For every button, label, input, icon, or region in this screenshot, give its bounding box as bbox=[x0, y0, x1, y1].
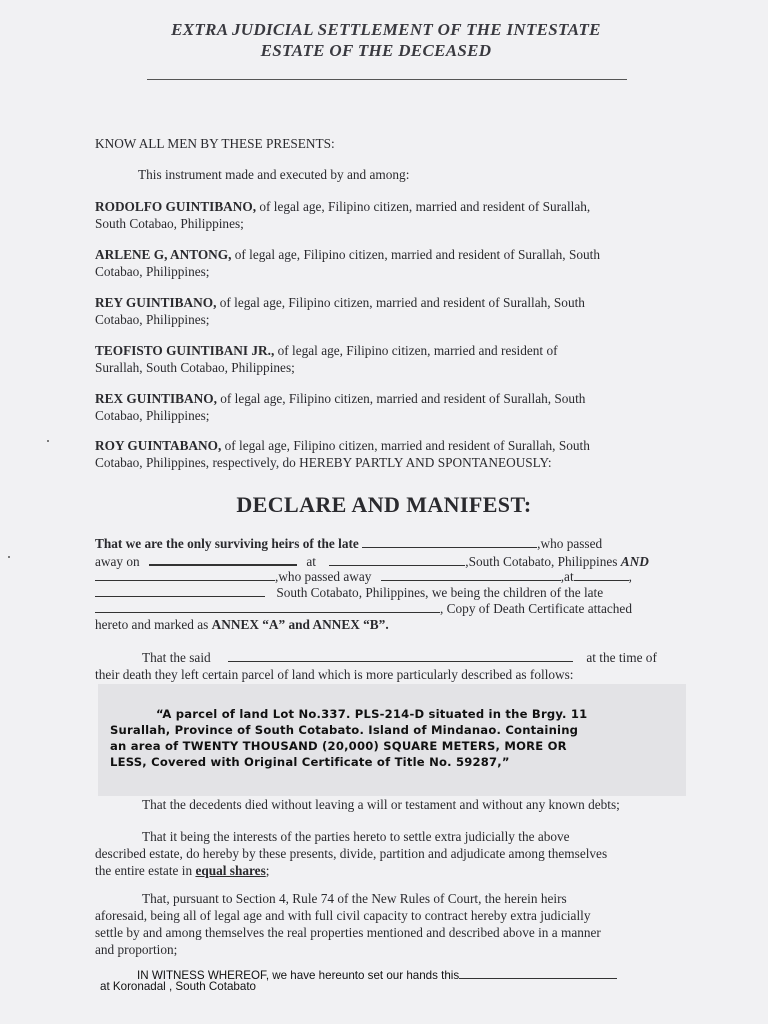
blank-said-name[interactable] bbox=[228, 649, 573, 662]
scan-speck bbox=[8, 556, 10, 558]
declare-text: AND bbox=[620, 554, 649, 569]
witness-text: IN WITNESS WHEREOF, we have hereunto set our hands this bbox=[137, 969, 460, 982]
pursuant-line: That, pursuant to Section 4, Rule 74 of the New Rules of Court, the herein heirs bbox=[142, 891, 567, 906]
blank-deceased-name[interactable] bbox=[362, 535, 537, 548]
declare-line-5 bbox=[95, 600, 685, 617]
pursuant-line: settle by and among themselves the real properties mentioned and described above in a manner bbox=[95, 925, 601, 940]
document-title-line-1: EXTRA JUDICIAL SETTLEMENT OF THE INTESTATE bbox=[171, 20, 601, 39]
declare-text: . bbox=[385, 617, 389, 632]
declare-text: hereto and marked as bbox=[95, 617, 209, 632]
party-text: of legal age, Filipino citizen, married and resident of bbox=[274, 343, 558, 358]
declare-line-6 bbox=[95, 616, 685, 633]
declare-line-1 bbox=[95, 535, 685, 552]
said-text: That the said bbox=[142, 650, 211, 665]
blank-death-date[interactable] bbox=[149, 552, 297, 566]
declare-heading: DECLARE AND MANIFEST: bbox=[236, 492, 532, 517]
blank-deceased-name-2[interactable] bbox=[95, 568, 275, 581]
blank-death-date-2[interactable] bbox=[381, 568, 561, 581]
quote-line: Surallah, Province of South Cotabato. Island of Mindanao. Containing bbox=[110, 723, 579, 737]
document-title-line-2: ESTATE OF THE DECEASED bbox=[260, 41, 492, 60]
pursuant-paragraph bbox=[95, 890, 685, 958]
party-text: Cotabao, Philippines; bbox=[95, 312, 210, 327]
witness-line-2: at Koronadal , South Cotabato bbox=[100, 980, 256, 993]
quote-line: “A parcel of land Lot No.337. PLS-214-D situated in the Brgy. 11 bbox=[156, 707, 588, 721]
party-name: RODOLFO GUINTIBANO, bbox=[95, 199, 257, 214]
interest-line: ; bbox=[265, 863, 270, 878]
party-5 bbox=[95, 390, 685, 424]
party-text: of legal age, Filipino citizen, married and resident of Surallah, bbox=[256, 199, 591, 214]
party-name: REY GUINTIBANO, bbox=[95, 295, 217, 310]
party-text: of legal age, Filipino citizen, married and resident of Surallah, South bbox=[231, 247, 600, 262]
intro-text: KNOW ALL MEN BY THESE PRESENTS: bbox=[95, 136, 335, 151]
party-name: TEOFISTO GUINTIBANI JR., bbox=[95, 343, 275, 358]
party-text: Surallah, South Cotabao, Philippines; bbox=[95, 360, 295, 375]
declare-text: at bbox=[306, 554, 316, 569]
interest-line: That it being the interests of the parties hereto to settle extra judicially the above bbox=[142, 829, 570, 844]
interest-paragraph bbox=[95, 828, 685, 879]
blank-parents-name[interactable] bbox=[95, 600, 440, 613]
blank-place-3[interactable] bbox=[95, 584, 265, 597]
blank-death-place[interactable] bbox=[329, 553, 465, 566]
decedents-text: That the decedents died without leaving a will or testament and without any known debts; bbox=[142, 797, 620, 812]
instrument-text: This instrument made and executed by and among: bbox=[138, 167, 410, 182]
pursuant-line: aforesaid, being all of legal age and with full civil capacity to contract hereby extra judicially bbox=[95, 908, 591, 923]
party-4 bbox=[95, 342, 685, 376]
party-1 bbox=[95, 198, 685, 232]
party-name: ROY GUINTABANO, bbox=[95, 438, 222, 453]
scan-speck bbox=[47, 440, 49, 442]
said-line-1 bbox=[142, 649, 732, 666]
party-text: South Cotabao, Philippines; bbox=[95, 216, 244, 231]
declare-text: , Copy of Death Certificate attached bbox=[440, 601, 632, 616]
declare-text: That we are the only surviving heirs of the late bbox=[95, 536, 359, 551]
party-text: Cotabao, Philippines, respectively, do HEREBY PARTLY AND SPONTANEOUSLY: bbox=[95, 455, 552, 470]
pursuant-line: and proportion; bbox=[95, 942, 178, 957]
property-description bbox=[110, 706, 680, 770]
party-name: ARLENE G, ANTONG, bbox=[95, 247, 232, 262]
party-name: REX GUINTIBANO, bbox=[95, 391, 217, 406]
party-6 bbox=[95, 437, 685, 471]
declare-text: ,at bbox=[560, 569, 574, 584]
declare-text: ,who passed bbox=[537, 536, 603, 551]
party-text: of legal age, Filipino citizen, married and resident of Surallah, South bbox=[221, 438, 590, 453]
declare-line-3 bbox=[95, 568, 685, 585]
declare-text: ,who passed away bbox=[275, 569, 372, 584]
interest-line: described estate, do hereby by these presents, divide, partition and adjudicate among themselves bbox=[95, 846, 608, 861]
blank-witness-date[interactable] bbox=[459, 966, 617, 979]
interest-line: the entire estate in bbox=[95, 863, 193, 878]
declare-line-4 bbox=[95, 584, 685, 601]
party-text: of legal age, Filipino citizen, married and resident of Surallah, South bbox=[216, 295, 585, 310]
said-text: at the time of bbox=[586, 650, 657, 665]
party-text: Cotabao, Philippines; bbox=[95, 408, 210, 423]
declare-text: , bbox=[628, 569, 632, 584]
party-text: of legal age, Filipino citizen, married and resident of Surallah, South bbox=[216, 391, 586, 406]
declare-text: away on bbox=[95, 554, 140, 569]
quote-line: LESS, Covered with Original Certificate of Title No. 59287,” bbox=[110, 755, 510, 769]
declare-text: ,South Cotabato, Philippines bbox=[465, 554, 618, 569]
declare-text: South Cotabato, Philippines, we being the children of the late bbox=[276, 585, 604, 600]
title-underline bbox=[147, 79, 627, 80]
party-text: Cotabao, Philippines; bbox=[95, 264, 210, 279]
blank-death-place-2[interactable] bbox=[574, 568, 629, 581]
annex-reference: ANNEX “A” and ANNEX “B” bbox=[211, 617, 386, 632]
equal-shares-text: equal shares bbox=[195, 863, 266, 878]
said-line-2: their death they left certain parcel of land which is more particularly described as follows: bbox=[95, 667, 574, 682]
party-3 bbox=[95, 294, 685, 328]
quote-line: an area of TWENTY THOUSAND (20,000) SQUARE METERS, MORE OR bbox=[110, 739, 567, 753]
party-2 bbox=[95, 246, 685, 280]
